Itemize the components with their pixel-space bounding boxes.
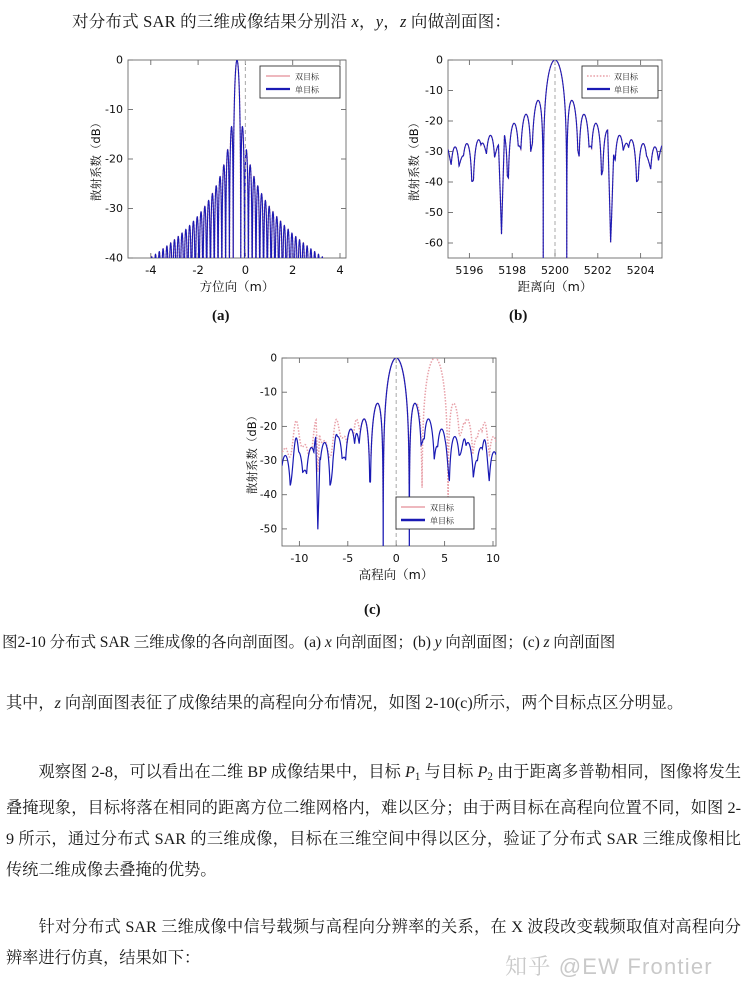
- figure-caption: [2, 630, 747, 652]
- watermark: 知乎 @EW Frontier: [505, 954, 713, 979]
- paragraph-2: [6, 757, 741, 886]
- caption-var-y: y: [434, 634, 442, 651]
- chart-b-xtick-1: 5198: [498, 264, 527, 277]
- chart-b-ytick-1: -10: [425, 84, 443, 97]
- chart-b-legend: [582, 66, 658, 98]
- chart-b-xtick-0: 5196: [455, 264, 484, 277]
- chart-a-legend-label-dual: 双目标: [295, 72, 319, 82]
- para1-var-z: z: [54, 694, 61, 712]
- chart-b-xtick-4: 5204: [626, 264, 655, 277]
- para3-text: 针对分布式 SAR 三维成像中信号载频与高程向分辨率的关系，在 X 波段改变载频取值对高程向分辨率进行仿真，结果如下：: [6, 918, 741, 967]
- para2-symbol-p2-sub: 2: [487, 770, 493, 783]
- para2-symbol-p1-sub: 1: [414, 770, 421, 783]
- para2-text-a: 观察图 2-8，可以看出在二维 BP 成像结果中，目标: [38, 763, 406, 781]
- chart-a-ytick-2: -20: [105, 152, 123, 166]
- chart-c-xtick-4: 10: [486, 552, 500, 565]
- intro-var-x: x: [351, 12, 360, 31]
- chart-b-svg: [404, 48, 676, 298]
- subfigure-label-a: (a): [212, 308, 230, 324]
- chart-a-xtick-4: 4: [336, 263, 344, 277]
- para2-symbol-p1: P: [405, 763, 415, 781]
- chart-c-ytick-4: -40: [259, 489, 277, 502]
- chart-b-ytick-0: 0: [436, 53, 443, 67]
- caption-part-3: 向剖面图；(c): [441, 634, 544, 651]
- chart-b-ytick-2: -20: [425, 114, 443, 128]
- chart-b-xtick-3: 5202: [583, 264, 612, 277]
- chart-a-ytick-0: 0: [116, 53, 123, 67]
- chart-b-ytick-5: -50: [425, 206, 443, 219]
- intro-text-post: 向做剖面图：: [406, 12, 512, 31]
- intro-sep-1: ，: [359, 12, 376, 31]
- subfigure-label-c: (c): [364, 602, 381, 618]
- chart-c-ytick-0: 0: [270, 352, 277, 365]
- chart-c-legend-label-single: 单目标: [430, 516, 454, 526]
- chart-c-xtick-0: -10: [290, 552, 309, 565]
- chart-b-legend-label-dual: 双目标: [614, 72, 638, 82]
- chart-c-xtick-1: -5: [342, 552, 354, 565]
- chart-a-xlabel: 方位向（m）: [199, 279, 275, 294]
- chart-c-legend-label-dual: 双目标: [430, 503, 454, 513]
- para2-text-c: 由于距离多普勒相同，图像将发生叠掩现象，目标将落在相同的距离方位二维网格内，难以区分；由于两目标在高程向位置不同，如图 2-9 所示，通过分布式 SAR 的三维成像，目标在三维空间中得以区分，验证了分布式 SAR 三维成像相比传统二维成像去叠掩的优势。: [6, 763, 742, 879]
- chart-c-xtick-3: 5: [441, 552, 449, 565]
- chart-a-xtick-0: -4: [145, 263, 157, 277]
- intro-text-pre: 对分布式 SAR 的三维成像结果分别沿: [72, 12, 352, 31]
- chart-c-ytick-3: -30: [259, 455, 277, 467]
- intro-var-y: y: [375, 12, 384, 31]
- intro-var-z: z: [399, 12, 407, 31]
- chart-c-ytick-2: -20: [259, 420, 277, 433]
- chart-b-ytick-4: -40: [425, 175, 443, 189]
- chart-c-legend: [396, 497, 474, 529]
- chart-a-azimuth-profile: [88, 48, 360, 298]
- intro-line: [72, 8, 511, 32]
- chart-b-xlabel: 距离向（m）: [517, 279, 593, 294]
- chart-a-svg: [88, 48, 360, 298]
- chart-c-xtick-2: 0: [392, 552, 400, 565]
- chart-b-ytick-3: -30: [425, 145, 443, 158]
- chart-c-ytick-5: -50: [259, 523, 277, 536]
- chart-b-legend-label-single: 单目标: [614, 85, 638, 95]
- chart-a-ytick-3: -30: [105, 202, 123, 215]
- chart-a-legend: [260, 66, 340, 98]
- para2-symbol-p2: P: [477, 763, 488, 781]
- chart-b-range-profile: [404, 48, 676, 298]
- chart-c-elevation-profile: [244, 344, 516, 592]
- chart-a-xtick-1: -2: [192, 263, 204, 277]
- chart-c-ylabel: 散射系数（dB）: [245, 409, 259, 495]
- chart-a-ytick-1: -10: [105, 103, 123, 116]
- chart-a-ytick-4: -40: [105, 251, 123, 265]
- intro-sep-2: ，: [383, 12, 400, 31]
- figure-2-10: [0, 44, 747, 624]
- chart-c-svg: [244, 344, 516, 592]
- para1-text-b: 向剖面图表征了成像结果的高程向分布情况，如图 2-10(c)所示，两个目标点区分明显。: [60, 694, 684, 712]
- para2-text-b: 与目标: [420, 763, 478, 781]
- chart-b-xtick-2: 5200: [541, 264, 569, 277]
- chart-c-xlabel: 高程向（m）: [358, 567, 434, 582]
- para1-text-a: 其中，: [6, 694, 55, 712]
- caption-var-x: x: [324, 634, 332, 651]
- chart-b-ylabel: 散射系数（dB）: [407, 116, 421, 202]
- caption-part-1: 图2-10 分布式 SAR 三维成像的各向剖面图。(a): [2, 634, 325, 651]
- chart-b-ytick-6: -60: [425, 236, 443, 250]
- caption-var-z: z: [543, 634, 550, 651]
- caption-part-4: 向剖面图: [549, 634, 616, 651]
- chart-a-xtick-2: 0: [241, 263, 250, 277]
- chart-a-xtick-3: 2: [289, 263, 297, 277]
- chart-a-ylabel: 散射系数（dB）: [89, 116, 103, 202]
- chart-a-legend-label-single: 单目标: [295, 85, 319, 95]
- subfigure-label-b: (b): [509, 308, 528, 324]
- caption-part-2: 向剖面图；(b): [331, 634, 435, 651]
- chart-c-ytick-1: -10: [259, 386, 277, 399]
- paragraph-1: [6, 688, 741, 719]
